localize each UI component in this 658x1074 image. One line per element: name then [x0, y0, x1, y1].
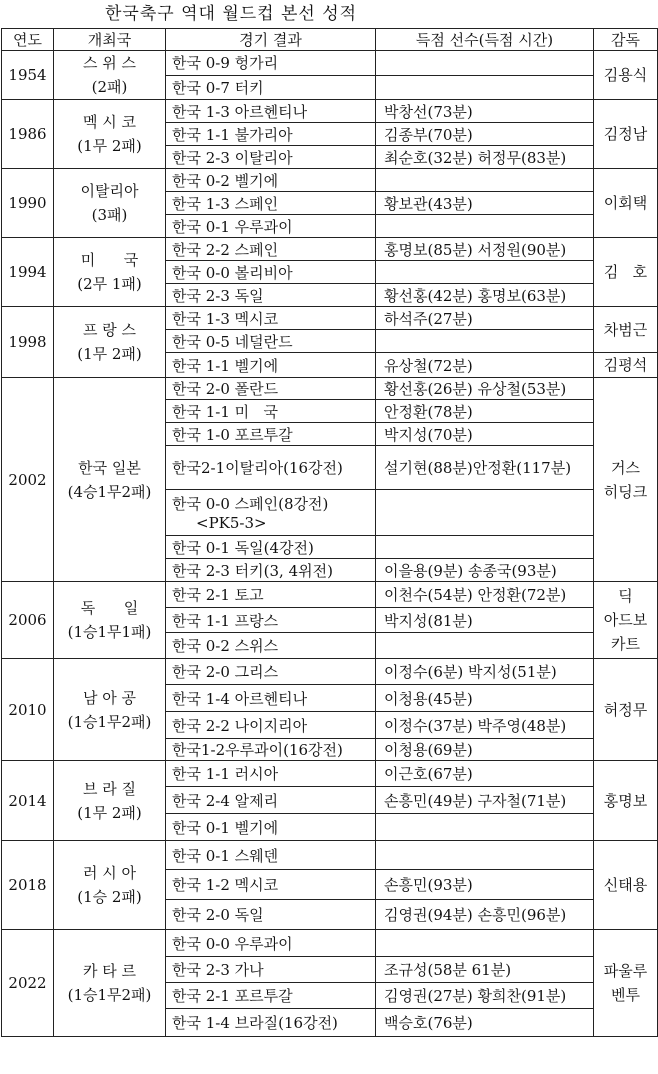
year-cell: 1998: [2, 307, 54, 378]
game-result: 한국 2-2 나이지리아: [172, 716, 308, 735]
scorers-cell: 박지성(70분): [376, 423, 594, 446]
header-result: 경기 결과: [166, 29, 376, 51]
game-result: 한국 2-3 이탈리아: [172, 148, 293, 167]
host-cell: [54, 100, 166, 169]
host-record: (3패): [91, 206, 128, 224]
scorers-cell: 황선홍(42분) 홍명보(63분): [376, 284, 594, 307]
game-result-cell: [166, 536, 376, 559]
coach-cell: [594, 100, 658, 169]
coach-name: 김용식: [603, 66, 648, 84]
game-result: 한국 1-4 아르헨티나: [172, 689, 308, 708]
page-title: 한국축구 역대 월드컵 본선 성적: [105, 4, 358, 24]
host-country: 미 국: [80, 251, 139, 269]
year-cell: 2010: [2, 659, 54, 761]
year-cell: 1990: [2, 169, 54, 238]
game-result-cell: [166, 330, 376, 353]
host-cell: [54, 238, 166, 307]
host-record: (1무 2패): [77, 137, 142, 155]
table-row: [2, 761, 658, 787]
host-cell: [54, 582, 166, 659]
game-result-cell: [166, 659, 376, 685]
host-cell: [54, 307, 166, 378]
coach-name-line: 벤투: [611, 986, 640, 1004]
scorers-cell: 이청용(45분): [376, 685, 594, 712]
game-result-cell: [166, 787, 376, 814]
game-result: 한국 1-0 포르투갈: [172, 425, 293, 444]
game-result-cell: [166, 146, 376, 169]
game-result: 한국 1-3 스페인: [172, 194, 279, 213]
host-record: (4승1무2패): [67, 482, 152, 501]
host-record: (1무 2패): [77, 803, 142, 822]
year-cell: 2006: [2, 582, 54, 659]
coach-name-line: 파울루: [603, 962, 648, 980]
penalty-result: <PK5-3>: [196, 514, 267, 532]
year-cell: 2022: [2, 930, 54, 1037]
host-country: 이탈리아: [80, 182, 139, 200]
game-result: 한국 2-4 알제리: [172, 791, 279, 810]
scorers-cell: 설기현(88분)안정환(117분): [376, 446, 594, 490]
game-result: 한국 2-0 폴란드: [172, 380, 279, 398]
game-result: 한국 0-0 스페인(8강전): [172, 495, 329, 513]
scorers-cell: 조규성(58분 61분): [376, 957, 594, 983]
game-result: 한국 0-1 우루과이: [172, 217, 293, 236]
game-result: 한국2-1이탈리아(16강전): [172, 459, 343, 477]
coach-cell: [594, 378, 658, 582]
scorers-cell: 이정수(6분) 박지성(51분): [376, 659, 594, 685]
host-record: (1승1무2패): [67, 986, 152, 1004]
table-row: [2, 238, 658, 261]
game-result-cell: [166, 739, 376, 761]
header-coach: 감독: [594, 29, 658, 51]
scorers-cell: 손흥민(49분) 구자철(71분): [376, 787, 594, 814]
scorers-cell: 유상철(72분): [376, 353, 594, 378]
coach-cell: [594, 659, 658, 761]
scorers-cell: 백승호(76분): [376, 1009, 594, 1037]
game-result-cell: [166, 446, 376, 490]
game-result-cell: [166, 100, 376, 123]
scorers-cell: [376, 51, 594, 76]
world-cup-results-table: [1, 28, 658, 1037]
year-cell: 1986: [2, 100, 54, 169]
scorers-cell: [376, 490, 594, 536]
game-result-cell: [166, 75, 376, 100]
coach-name: 홍명보: [603, 791, 648, 810]
game-result: 한국 0-0 우루과이: [172, 934, 293, 953]
coach-name: 차범근: [603, 320, 648, 339]
table-row: [2, 100, 658, 123]
host-cell: [54, 378, 166, 582]
game-result: 한국 1-1 미 국: [172, 402, 278, 421]
host-country: 브 라 질: [82, 779, 136, 798]
coach-name-line: 딕: [618, 587, 633, 605]
host-cell: [54, 761, 166, 841]
scorers-cell: [376, 261, 594, 284]
host-country: 한국 일본: [78, 458, 141, 477]
game-result: 한국 0-9 헝가리: [172, 54, 279, 73]
table-row: [2, 930, 658, 957]
scorers-cell: 홍명보(85분) 서정원(90분): [376, 238, 594, 261]
scorers-cell: 김종부(70분): [376, 123, 594, 146]
table-row: [2, 307, 658, 330]
coach-cell: [594, 169, 658, 238]
host-record: (1승1무2패): [67, 712, 152, 731]
coach-cell: [594, 761, 658, 841]
table-row: [2, 582, 658, 608]
game-result: 한국 1-4 브라질(16강전): [172, 1014, 338, 1032]
game-result-cell: [166, 582, 376, 608]
scorers-cell: 하석주(27분): [376, 307, 594, 330]
game-result: 한국 2-0 독일: [172, 906, 264, 924]
header-scorers: 득점 선수(득점 시간): [376, 29, 594, 51]
game-result: 한국 0-0 볼리비아: [172, 263, 293, 282]
host-country: 멕 시 코: [82, 113, 136, 131]
scorers-cell: 김영권(27분) 황희찬(91분): [376, 983, 594, 1009]
scorers-cell: 이천수(54분) 안정환(72분): [376, 582, 594, 608]
game-result: 한국 1-1 불가리아: [172, 125, 293, 144]
host-cell: [54, 841, 166, 930]
game-result-cell: [166, 900, 376, 930]
coach-name: 김정남: [603, 125, 648, 143]
game-result-cell: [166, 378, 376, 400]
table-row: [2, 378, 658, 400]
host-country: 독 일: [80, 599, 139, 617]
coach-cell: [594, 582, 658, 659]
game-result-cell: [166, 238, 376, 261]
header-host: 개최국: [54, 29, 166, 51]
coach-name-line: 히딩크: [603, 482, 648, 501]
table-row: [2, 841, 658, 870]
game-result: 한국 2-2 스페인: [172, 240, 279, 259]
table-row: [2, 169, 658, 192]
scorers-cell: 박지성(81분): [376, 608, 594, 633]
year-cell: 2002: [2, 378, 54, 582]
coach-name-line: 카트: [611, 635, 640, 653]
coach-cell: [594, 353, 658, 378]
game-result: 한국 2-3 독일: [172, 286, 264, 305]
game-result: 한국 1-3 아르헨티나: [172, 102, 308, 121]
scorers-cell: 이근호(67분): [376, 761, 594, 787]
header-year: 연도: [2, 29, 54, 51]
game-result-cell: [166, 423, 376, 446]
scorers-cell: 박창선(73분): [376, 100, 594, 123]
game-result: 한국 1-1 벨기에: [172, 356, 279, 375]
host-cell: [54, 659, 166, 761]
game-result-cell: [166, 930, 376, 957]
scorers-cell: [376, 633, 594, 659]
coach-name-line: 거스: [611, 458, 640, 477]
year-cell: 2014: [2, 761, 54, 841]
game-result-cell: [166, 1009, 376, 1037]
coach-name: 허정무: [603, 700, 648, 719]
host-record: (1무 2패): [77, 345, 142, 363]
coach-cell: [594, 841, 658, 930]
host-country: 카 타 르: [82, 962, 136, 980]
game-result-cell: [166, 957, 376, 983]
scorers-cell: [376, 330, 594, 353]
host-record: (1승1무1패): [67, 623, 152, 641]
host-country: 스 위 스: [82, 54, 136, 72]
game-result: 한국 2-3 가나: [172, 961, 264, 979]
table-row: [2, 51, 658, 76]
host-country: 러 시 아: [82, 864, 136, 882]
year-cell: 1954: [2, 51, 54, 100]
game-result-cell: [166, 51, 376, 76]
host-record: (2패): [91, 78, 128, 96]
game-result: 한국 2-1 포르투갈: [172, 987, 293, 1005]
game-result-cell: [166, 712, 376, 739]
coach-name: 김평석: [603, 356, 648, 374]
game-result-cell: [166, 353, 376, 378]
game-result-cell: [166, 761, 376, 787]
host-cell: [54, 930, 166, 1037]
game-result: 한국 0-1 스웨덴: [172, 846, 279, 865]
coach-cell: [594, 51, 658, 100]
host-country: 프 랑 스: [82, 321, 136, 339]
game-result: 한국 0-7 터키: [172, 78, 264, 97]
year-cell: 1994: [2, 238, 54, 307]
game-result: 한국 0-5 네덜란드: [172, 332, 293, 351]
game-result: 한국 2-1 토고: [172, 586, 264, 604]
scorers-cell: [376, 536, 594, 559]
coach-name: 김 호: [603, 263, 648, 281]
game-result: 한국 1-2 멕시코: [172, 876, 279, 894]
scorers-cell: [376, 169, 594, 192]
game-result: 한국 2-3 터키(3, 4위전): [172, 561, 333, 580]
game-result-cell: [166, 215, 376, 238]
game-result: 한국 0-1 벨기에: [172, 818, 279, 837]
scorers-cell: 손흥민(93분): [376, 870, 594, 900]
coach-cell: [594, 238, 658, 307]
scorers-cell: [376, 215, 594, 238]
scorers-cell: 최순호(32분) 허정무(83분): [376, 146, 594, 169]
scorers-cell: 황선홍(26분) 유상철(53분): [376, 378, 594, 400]
game-result-cell: [166, 633, 376, 659]
game-result: 한국 1-3 멕시코: [172, 309, 279, 328]
game-result-cell: [166, 559, 376, 582]
game-result-cell: [166, 983, 376, 1009]
game-result-cell: [166, 400, 376, 423]
game-result-cell: [166, 307, 376, 330]
scorers-cell: 김영권(94분) 손흥민(96분): [376, 900, 594, 930]
coach-cell: [594, 307, 658, 353]
game-result: 한국1-2우루과이(16강전): [172, 741, 343, 759]
scorers-cell: 이청용(69분): [376, 739, 594, 761]
scorers-cell: [376, 814, 594, 841]
host-record: (1승 2패): [77, 888, 142, 906]
host-cell: [54, 169, 166, 238]
scorers-cell: 황보관(43분): [376, 192, 594, 215]
coach-cell: [594, 930, 658, 1037]
game-result-cell: [166, 814, 376, 841]
game-result: 한국 1-1 러시아: [172, 765, 279, 783]
game-result-cell: [166, 870, 376, 900]
game-result-cell: [166, 284, 376, 307]
scorers-cell: 이정수(37분) 박주영(48분): [376, 712, 594, 739]
coach-name-line: 아드보: [603, 611, 648, 629]
game-result-cell: [166, 192, 376, 215]
table-row: [2, 659, 658, 685]
game-result-cell: [166, 169, 376, 192]
game-result: 한국 0-2 스위스: [172, 637, 279, 655]
scorers-cell: 이을용(9분) 송종국(93분): [376, 559, 594, 582]
host-record: (2무 1패): [77, 275, 142, 293]
host-country: 남 아 공: [82, 688, 136, 707]
scorers-cell: [376, 841, 594, 870]
game-result: 한국 0-1 독일(4강전): [172, 538, 314, 557]
game-result-cell: [166, 261, 376, 284]
game-result-cell: [166, 123, 376, 146]
game-result-cell: [166, 841, 376, 870]
header-row: [2, 29, 658, 51]
game-result-cell: [166, 490, 376, 536]
game-result: 한국 0-2 벨기에: [172, 171, 279, 190]
scorers-cell: [376, 75, 594, 100]
game-result-cell: [166, 608, 376, 633]
game-result-cell: [166, 685, 376, 712]
host-cell: [54, 51, 166, 100]
game-result: 한국 2-0 그리스: [172, 663, 279, 681]
coach-name: 이회택: [603, 194, 648, 212]
coach-name: 신태용: [603, 876, 648, 894]
game-result: 한국 1-1 프랑스: [172, 611, 279, 630]
scorers-cell: 안정환(78분): [376, 400, 594, 423]
scorers-cell: [376, 930, 594, 957]
year-cell: 2018: [2, 841, 54, 930]
